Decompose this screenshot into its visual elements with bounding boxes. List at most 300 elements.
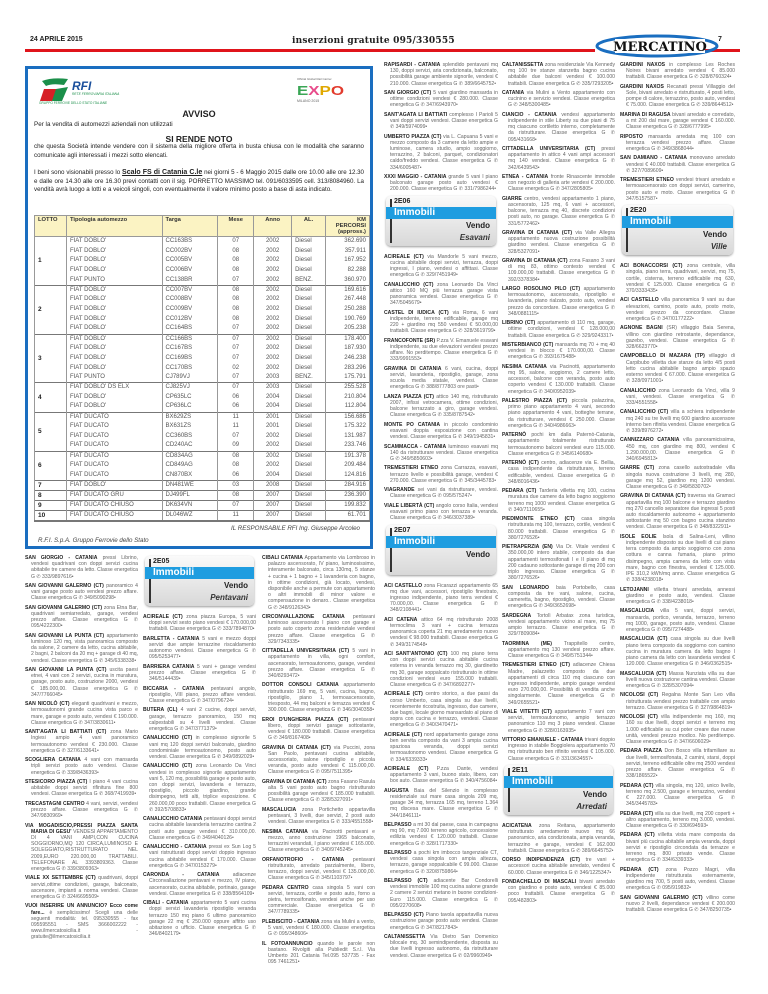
plate: CC006BV [162,266,218,276]
ad-location: CORSO INDIPENDENZA (CT) [502,857,581,864]
table-row [35,315,370,325]
ad-text: monovano arredato vendesi € 40.000 trattabili. Classe energetica G ✆ 327/7089609• [626,155,735,174]
classified-ad [384,651,498,688]
ad-text: 4 vani con mansarda tripli servizi posto auto vendesi. Classe energetica G ✆ 339/8436393• [31,757,138,776]
ad-location: ACI CATENA [384,616,418,623]
ad-text: nord appartamento garage zona ben servita composto da vani 3 ampia cucina spaziosa veranda, doppi servizi termoautonomo vendesi. Classe energetica G ✆ 334/6339333• [390,731,499,763]
classified-ad [620,388,735,407]
ad-text: Tarderia villetta mq 100, cucina muratura due camere da letto bagno soggiorno terreno mq 1000 vendesi. Classe energetica G ✆ 340/7110655• [508,488,615,513]
year: 2007 [254,500,292,510]
ad-text: 5 vani in appartamento in villa, ogni comfort, ascensorato, termoautonomo, garage, vendesi prezzo affare. Classe energetica G ✆ 340/8293472• [268,648,375,680]
ad-location: ACIREALE (CT) [143,614,183,620]
classified-ad [502,662,615,705]
plate: CC138BR [162,276,218,286]
table-row [35,451,370,461]
ad-location: MASCALUCIA (CT) [620,670,667,677]
classified-ad [262,682,375,713]
ad-location: VIALE VITETTI (CT) [502,709,552,716]
plate: CP636LC [162,402,218,412]
ad-text: villa panoramica 9 vani su due elevazioni, camino, posto auto, posto moto, vendesi prezzo da concordare. Classe energetica G ✆ 347/0177222• [626,297,735,322]
month: 08 [218,315,254,325]
fuel: BENZ. [292,276,326,286]
classified-ad [502,857,615,876]
vehicle-type: FIAT DOBLO' [66,305,162,315]
vehicle-type: FIAT PUNTO [66,373,162,383]
month: 07 [218,373,254,383]
ad-text: adiacente Bar Condorelli vendesi immobile 100 mq cucina salone grande 2 camere 2 servizi metano in buone condizioni-Euro 115.000. Classe energetica G ✆ 095/2270608• [390,878,498,909]
ad-location: CAMPOBELLO DI MAZARA (TP) [620,353,705,360]
table-row [35,324,370,334]
ad-location: GIARDINI NAXOS [620,83,664,90]
classified-ad [384,788,498,819]
ad-location: ACICATENA [502,823,532,830]
header-rule [25,49,595,52]
classified-ad [620,783,735,808]
classified-column-6 [620,62,735,950]
ad-location: TREMESTIERI ETNEO [384,465,439,472]
rfi-logo [38,75,158,105]
ad-location: SAN GIORGIO - CATANIA [25,555,98,561]
classified-ad [143,686,256,705]
month: 08 [218,256,254,266]
classified-ad [143,844,256,869]
ad-text: casa singola ristrutturata mq 100, terrazzo, cortile, vendesi € 80.000 trattabili. Classe energetica G ✆ 380/7276526• [508,516,615,541]
ad-text: pentavani libero, doppi servizi garage sottostante, vendesi € 180.000 trattabili. Classe energetica G ✆ 349/8167408• [268,716,376,742]
column-header: LOTTO [35,216,67,237]
plate: CN870BX [162,471,218,481]
plate: CC008BV [162,295,218,305]
ad-location: SAN LEONARDO [502,584,549,591]
ad-text: villino come nuovo 2 livelli, dependance vendesi € 200.000 trattabili. Classe energetica G ✆ 347/8250735• [626,894,735,914]
ad-location: STESICORO PIAZZA (CT) [25,779,88,785]
ad-location: TREMESTIERI ETNEO (CT) [502,662,570,669]
fuel: Diesel [292,305,326,315]
ad-text: attico 64 mq ristrutturato 2008 termoclima 3 vani + cucina terrazza panoramica coperta 21 mq arredamento nuovo vendesi € 98.000 trattabili. Classe energetica G ✆ 349/3174548• [390,616,498,648]
ad-text: zona Reitana, appartamento ristrutturato arredamento nuovo mq 66 panoramico, aria condizionata, ampia veranda, terrazzino e garage, vendesi € 162.000 trattabili. Classe energetica G ✆ 389/6645752• [508,823,615,854]
expo-logo [296,75,360,107]
plate: CJ825VJ [162,383,218,393]
ad-text: baia Portobello, casa composta da tre vani, salone, cucina, cameretta, bagno, ripostiglio, vendesi. Classe energetica G ✆ 349/3652698• [508,584,616,610]
plate: DL046WZ [162,510,218,521]
ad-location: GRAVINA DI CATANIA (CT) [502,258,568,264]
ad-text: zona Portichetto appartavilla pentavani, 3 livelli, due servizi, 2 posti auto vendesi. Classe energetica G ✆ 333/4551558• [268,806,375,826]
month: 02 [218,363,254,373]
km: 236.390 [326,490,370,500]
fuel: Diesel [292,402,326,412]
vehicle-type: FIAT DOBLO' [66,246,162,256]
year: 2002 [254,324,292,334]
table-row [35,344,370,354]
month: 08 [218,246,254,256]
ad-text: bivani arredato e corredato, a mt 200 dal mare, garage vendesi € 160.000. Classe energetica G ✆ 328/6777995• [626,111,735,131]
year: 2003 [254,373,292,383]
category-title: Immobili [386,207,496,219]
classified-ad [262,919,375,938]
ad-location: PEDARA PIAZZA [620,748,663,755]
ad-text: appartamento 7 vani con servizi, termoautonomo, ampio terrazzo panoramico 110 mq 3 piano vendesi. Classe energetica G ✆ 328/0163935• [508,709,615,734]
classified-ad [262,807,375,826]
fuel: Diesel [292,246,326,256]
ad-location: CIRCONVALLAZIONE CATANIA [262,614,345,621]
category-code: 2E06 [394,197,411,205]
ad-location: TAORMINA (ME) [502,640,552,647]
ad-location: SAN GIOVANNI LA PUNTA (CT) [25,632,105,639]
vehicle-type: FIAT DOBLO' [66,354,162,364]
ad-text: quando le parole non bastano. Rivolgiti alla Publiedit S.r.l. Via Umberto 201 Catania Tel.095 537735 - Fax 095 7461251• [268,940,375,966]
ad-text: I piano 4 vani cucina abitabile doppi servizi rifinitura fine 800 vendesi. Classe energetica G ✆ 368/7419939• [31,779,139,798]
vehicle-type: FIAT DOBLO' [66,363,162,373]
ad-location: CARONDA - CATANIA [143,872,220,879]
month: 09 [218,441,254,451]
ad-text: in complesso Les Roches Noires bivani arredato vendesi € 85.000 trattabili. Classe energetica G ✆ 328/8760324• [626,62,735,81]
plate: CC002BV [162,246,218,256]
category-box-2e07[interactable] [386,525,496,575]
mercatino-logo [595,34,725,58]
ad-text: eleganti quadrivani e mezzo, termoautonomi grande cucina vista parco e mare, garage e posto auto, vendesi € 190.000. Classe energetica G ✆ 347/3830611• [31,701,139,726]
table-row [35,432,370,442]
plate: CD240AC [162,441,218,451]
vehicle-type: FIAT PUNTO [66,276,162,286]
classified-ad [143,900,256,937]
column-header: KM PERCORSI (appross.) [326,216,370,237]
vehicle-type: FIAT DOBLO' [66,315,162,325]
ad-text: fronte Rinascente immobile con negozio di galleria arte vendesi € 200.000. Classe energetica G ✆ 347/2805805• [508,174,615,193]
category-bar [149,559,151,603]
classified-ad [262,648,375,679]
ad-location: GRAVINA DI CATANIA [384,365,442,372]
classified-ad [25,701,138,726]
month: 07 [218,354,254,364]
ad-location: PALESTRO PIAZZA (CT) [502,398,567,404]
table-row [35,441,370,451]
classified-ad [384,174,498,193]
vehicle-type: FIAT DOBLO' [66,266,162,276]
category-bar [508,768,510,812]
ad-location: NICOLOSI (CT) [620,714,658,721]
classified-ad [620,493,735,530]
classified-ad [384,487,498,499]
plate: CD849AG [162,461,218,471]
classified-ad [502,737,615,762]
ad-location: VIALE LIBERTÀ (CT) [384,502,435,509]
lot-number: 4 [35,383,67,412]
classified-ad [143,816,256,841]
month: 07 [218,324,254,334]
year: 2002 [254,461,292,471]
category-title: Immobili [622,216,733,228]
category-bar [390,528,392,572]
classified-ad [620,534,735,584]
year: 2004 [254,393,292,403]
month: 08 [218,490,254,500]
category-box-2e06[interactable] [386,196,496,246]
ad-text: uscita paesi etnei, 4 vani con 2 servizi, cucina in muratura, garage, posto auto, costruzione 2000, vendesi € 185.000,00. Classe energetica G ✆ 347/7766045• [31,667,138,698]
ad-text: Don Bosco villa trifamiliare su due livelli, termosifonata, 2 camini, starsi, doppi servizi, terreno edificabile oltre mq 2500 vendesi prezzo affare. Classe energetica G ✆ 338/1865522• [626,748,736,780]
category-box-2e05[interactable] [145,556,254,606]
ad-location: ACIREALE (CT) [384,253,424,260]
ad-location: BELPASSO [384,822,412,828]
year: 2002 [254,344,292,354]
ad-text: pentavani ristrutturato, arredato parzialmente, libero, terrazzo, doppi servizi, vendesi € 135.000,00. Classe energetica G ✆ 345/1103797• [268,856,375,882]
year: 2002 [254,305,292,315]
ad-text: zona Fasano Rasula alta 5 vani posto auto bagno ristrutturato possibilità garage vendesi € 185.000 trattabili. Classe energetica G ✆ 328/5327091• [268,778,376,804]
classified-ad [502,641,615,660]
classified-ad [502,258,615,283]
classified-ad [620,587,735,606]
table-row [35,510,370,521]
month: 07 [218,276,254,286]
month: 11 [218,412,254,422]
table-row [35,276,370,286]
ad-location: MONTE PO CATANIA [384,421,440,428]
fuel: Diesel [292,256,326,266]
lot-number: 10 [35,510,67,521]
km: 255.528 [326,383,370,393]
year: 2002 [254,432,292,442]
plate: DN481WE [162,480,218,490]
ad-text: complesso I Parioli 5 vani doppi servizi vendesi. Classe energetica G ✆ 349/5974099• [390,111,498,131]
year: 2002 [254,295,292,305]
expo-logo-text: EXPO [297,83,344,98]
ad-text: luminoso esavani mq 140 da ristrutturare vendesi. Classe energetica G ✆ 349/5850603• [390,443,498,462]
km: 199.832 [326,500,370,510]
mercatino-logo-text: MERCATINO [613,40,707,55]
table-row [35,285,370,295]
category-subtitle: Esavani [459,232,490,242]
ad-location: CANALICCHIO [620,387,656,394]
fuel: Diesel [292,480,326,490]
ad-location: PIEDIMONTE ETNEO (CT) [502,516,575,523]
year: 2002 [254,256,292,266]
ad-location: BUTERA (CL) [143,707,178,714]
classified-ad [620,895,735,914]
classified-ad [620,177,735,202]
year: 2002 [254,334,292,344]
ad-location: ACIREALE (CT) [384,731,423,738]
month: 06 [218,402,254,412]
table-row [35,363,370,373]
fuel: Diesel [292,471,326,481]
classified-ad [25,875,138,900]
vehicle-type: FIAT DUCATO CHIUSO [66,500,162,510]
ad-location: MARINA DI RAGUSA [620,111,671,118]
classified-ad [620,608,735,633]
classified-ad [502,544,615,581]
year: 2002 [254,285,292,295]
ad-text: è semplicissimo! Scegli una delle seguenti modalità: tel. 095330555 - fax 095595551 - SMS 3666002222 - www.ilmercatosicilia.it - gratuite@ilmercatosicilia.it [31,909,138,941]
ad-location: BARRIERA CATANIA [143,663,195,670]
year: 2002 [254,451,292,461]
year: 2004 [254,402,292,412]
table-row [35,334,370,344]
category-bar [626,208,628,252]
svg-text:MILANO 2015: MILANO 2015 [297,99,320,103]
category-box-2e11[interactable] [504,765,613,815]
ad-location: VIA MOGADISCIO,PRESSI PIAZZA SANTA MARIA DI GESU' [25,822,138,835]
vehicle-type: FIAT DUCATO [66,471,162,481]
classified-ad [502,364,615,395]
ad-location: SAN NICOLÒ (CT) [25,701,70,708]
km: 175.322 [326,422,370,432]
ad-text: vendesi trivani arredato e termoascensorato con doppi servizi, camerino, posto auto e moto. Classe energetica G ✆ 347/5157587• [626,177,735,202]
ad-location: MASCALUCIA [262,806,297,813]
classified-ad [262,885,375,916]
svg-text:Official Global Rail Carrier: Official Global Rail Carrier [297,77,332,81]
ad-text: 4 vani 2 cucine, doppi servizi, garage, terrazzo panoramico, 150 mq calpestabili su 4 livelli vendesi. Classe energetica G ✆ 347/3771379• [149,707,256,732]
ad-location: SCAMMACCA - CATANIA [384,443,447,450]
classified-ad [143,664,256,683]
ad-text: appartamento ristrutturato 169 mq, 5 vani, cucina, bagno, ripostiglio, piano 1, termoascensorato, triesposto, 44 mq balconi e terrazza vendesi € 300.000. Classe energetica G ✆ 346/3040358• [268,682,375,714]
km: 360.970 [326,276,370,286]
ad-text: traversa via Gramsci appartavilla mq 100 balcone e terrazzo giardino mq 270 cancello separatore due ingressi 5 posti auto riscaldamento autonomo + appartamento sottostante mq 50 con bagno cucina stanzino vendesi. Classe energetica G ✆ 348/8322911• [626,493,736,531]
fuel: Diesel [292,383,326,393]
category-box-2e20[interactable] [622,205,733,255]
ad-location: AUGUSTA [384,787,409,794]
classified-ad [620,134,735,153]
category-subtitle: Pentavani [210,593,248,602]
classified-ad [620,62,735,81]
classified-ad [384,282,498,307]
classified-ad [25,555,138,580]
fuel: Diesel [292,266,326,276]
ad-text: trivani doppio ingresso in stabile Boggiolera appartamento 70 mq ristrutturato ben rifinito vendesi € 105.000. Classe energetica G ✆ 331/3634557• [508,737,615,762]
ad-text: via Pacinotti, appartamento mq 95, salone, soggiorno, 2 camere letto, accessori, balcone con veranda, posto auto coperto vendesi € 130.000 trattabili. Classe energetica G ✆ 340/0952039• [508,363,615,395]
ad-text: 100 mq piano terra con doppi servizi cucina abitabile cucina esterna in veranda terrazzo mq 30, giardinetto mq 30, garage soppalcato ristrutturato in ottime condizioni vendesi euro 155.000 trattabili. Classe energetica G ✆ 347/6892277• [390,650,498,688]
classified-ad [620,714,735,745]
ad-location: LETOJANNI [620,586,649,593]
ad-text: pentavani doppi servizi cucina abitabile lavanderia terrazzino cantina 2 posti auto garage vendesi € 310.000,00. Classe energetica G ✆ 349/4040126• [149,816,256,841]
classified-ad [502,709,615,734]
classified-column-4 [384,62,499,959]
ad-text: adiacenze Chiesa Madre, palazzetto composto da due appartamenti di circa 110 mq ciascuno con ingresso indipendente, ampio garage vendesi euro 270.000,00. Possibilità di vendita anche singolarmente. Classe energetica G ✆ 349/2655521• [508,662,615,706]
ad-text: Piano tavola appartavilla nuova costruzione garage posto auto vendesi. Classe energetica G ✆ 347/8217843• [390,912,498,931]
ad-text: villetta trivani arredata, annessi giardino e posto auto, vendesi. Classe energetica G ✆ 338/4238018• [626,586,735,606]
ad-location: VITTORIO EMANUELE - CATANIA [502,737,584,744]
ad-location: BARLETTA - CATANIA [143,635,200,642]
year: 2001 [254,412,292,422]
month: 06 [218,393,254,403]
ad-text: casa singola su due livelli piano terra composto da soggiorno con camino cucina in muratura camera da letto bagno I piano camera da letto con lavanderia vendesi € 120.000. Classe energetica G ✆ 346/0362515• [626,636,735,668]
km: 61.701 [326,510,370,521]
classified-ad [143,763,256,813]
classified-ad [502,286,615,317]
ad-text: 6 vani, cucina, doppi servizi, lavanderia, ripostiglio, garage, zona scuola media statale, vendesi. Classe energetica G ✆ 388/8777803 ore pasti• [390,365,498,391]
ad-location: AGNONE BAGNI [620,325,663,332]
notice-paragraph-1: che questa Società intende vendere con il sistema della migliore offerta in busta chiusa con le modalità che saranno comunicate agli interessati i mezzi sotto elencati. [34,143,364,159]
vehicle-type: FIAT DOBLO' [66,480,162,490]
fuel: Diesel [292,315,326,325]
notice-paragraph-2: I beni sono visionabili presso lo Scalo FS di Catania C.le nei giorni 5 - 6 Maggio 2015 dalle ore 10.00 alle ore 12.30 e dalle ore 14.30 alle ore 16.30 previ contatti con il sig. PORRETTO MASSIMO tel. 091/6033595 cell. 313/8084960. La vendità avrà luogo a lotti e a veicoli singoli, con eventualmente il valore minimo posto a base di asta indicato. [34,169,364,193]
km: 233.746 [326,441,370,451]
plate: CC009BV [162,305,218,315]
vehicle-type: FIAT DUCATO [66,432,162,442]
year: 2007 [254,510,292,521]
ad-location: LANZA PIAZZA (CT) [384,393,434,400]
notice-footer: R.F.I. S.p.A. Gruppo Ferrovie dello Stato [38,537,149,544]
month: 08 [218,295,254,305]
ad-location: XXXI MAGGIO - CATANIA [384,174,447,180]
table-row [35,412,370,422]
ad-location: SAN GIORGIO (CT) [384,90,432,96]
ad-location: SCOGLIERA CATANIA [25,757,81,764]
ad-text: pressi appartamento in attico 4 vani ampi accessori mq 140 vendesi. Classe energetica G ✆ 342/6439543• [508,146,615,171]
classified-ad [502,879,615,904]
ad-location: LARGO ROSOLINO PILO (CT) [502,286,581,292]
category-subtitle: Arredati [576,802,607,812]
lot-number: 5 [35,412,67,451]
year: 2002 [254,315,292,325]
table-row [35,266,370,276]
category-code: 2E07 [394,526,411,534]
ad-location: LIBRINO (CT) [502,320,536,327]
vehicle-type: FIAT DOBLO' [66,237,162,247]
category-code: 2E05 [153,558,170,565]
classified-ad [25,779,138,798]
ad-text: Recanati pressi Villaggio del Sole, bivani arredato e ristrutturato, 4 posti letto, pompe di calore, terrazzino, posto auto, vendesi € 75.000. Classe energetica G ✆ 339/8644512• [626,83,735,109]
month: 06 [218,471,254,481]
classified-ad [620,748,735,779]
table-row [35,480,370,490]
ad-text: appartamento termoautonomo, ascensorato, ripostiglio e lavanderia, piano rialzato, posto auto, vendesi prezzo da concordare. Classe energetica G ✆ 348/0881115• [508,286,615,317]
ad-location: GRAVINA DI CATANIA (CT) [502,230,573,236]
ad-location: PIETRAPERZIA (EN) [502,544,553,551]
year: 2007 [254,490,292,500]
lot-number: 2 [35,285,67,334]
ad-text: villa singola, mq 120, unico livello, terreno mq 2.500, garage e terrazzino, vendesi € 227.000. Classe energetica G ✆ 345/3445783• [626,782,735,808]
ad-text: villa a schiera indipendente mq 240 su tre livelli mq 600 giardino ascensore interno ben rifinita vendesi. Classe energetica G ✆ 339/8976272• [626,409,735,434]
classified-ad [384,934,498,959]
ad-location: BELPASSO [384,850,412,856]
month: 08 [218,305,254,315]
classified-ad [384,134,498,171]
svg-text:GRUPPO FERROVIE DELLO STATO IT: GRUPPO FERROVIE DELLO STATO ITALIANE [39,101,108,105]
ad-text: bivani arredato con giardino e posto auto, vendesi € 85.000 poco trattabili. Classe energetica G ✆ 095/482803• [508,879,615,904]
ad-location: PEDARA (CT) [620,782,654,789]
ad-location: CANALICCHIO CATANIA [143,816,203,823]
classified-column-5 [502,62,615,950]
ad-text: 5 vani giardino mansarda in ottime condizioni vendesi € 280.000. Classe energetica G ✆ 347/6943970• [390,90,499,109]
ad-text: pressi ex Sun Log 5 vani ristrutturati doppi servizi doppio ingresso cucina abitabile vendesi € 170.000. Classe energetica G ✆ 347/0153279• [149,844,257,869]
classified-ad [384,503,498,522]
year: 2002 [254,237,292,247]
classified-ad [143,735,256,760]
ad-text: a pochi km imbocco tangenziale CT, vendesi casa singola con ampia altezza, terrazzo, garage soppalcabile € 99.000. Classe energetica G ✆ 320/8759864• [390,850,498,875]
ad-text: quadrivani, doppi servizi,ottime condizioni, garage, balconato, ascensore, impianti a norma vendesi. Classe energetica G ✆ 324/6695509• [31,875,138,901]
ad-text: villa panoramicissima, 450 mq, con giardino mq 800, vendesi € 1.290.000,00. Classe energetica G ✆ 340/6945813• [626,437,736,462]
plate: DK634VN [162,500,218,510]
plate: CC007BV [162,285,218,295]
km: 82.288 [326,266,370,276]
table-row [35,393,370,403]
classified-ad [502,488,615,513]
classified-ad [25,729,138,754]
classified-ad [502,230,615,255]
ad-location: UMBERTO PIAZZA (CT) [384,133,442,140]
fuel: Diesel [292,500,326,510]
classified-ad [143,636,256,661]
classified-ad [384,766,498,785]
month: 07 [218,334,254,344]
ad-text: mansarda arredata mq 100 con terrazza vendesi prezzo affare. Classe energetica G ✆ 349/3868044• [626,133,735,152]
classified-ad [502,613,615,638]
ad-location: CALTANISSETTA [384,934,426,940]
plate: BX629ZS [162,412,218,422]
column-header: Tipologia automezzo [66,216,162,237]
ad-location: ISOLE EOLIE [620,533,657,540]
ad-location: CANALICCHIO (CT) [384,281,434,288]
ad-location: PEDARA CENTRO [262,884,309,891]
plate: CC005BV [162,256,218,266]
